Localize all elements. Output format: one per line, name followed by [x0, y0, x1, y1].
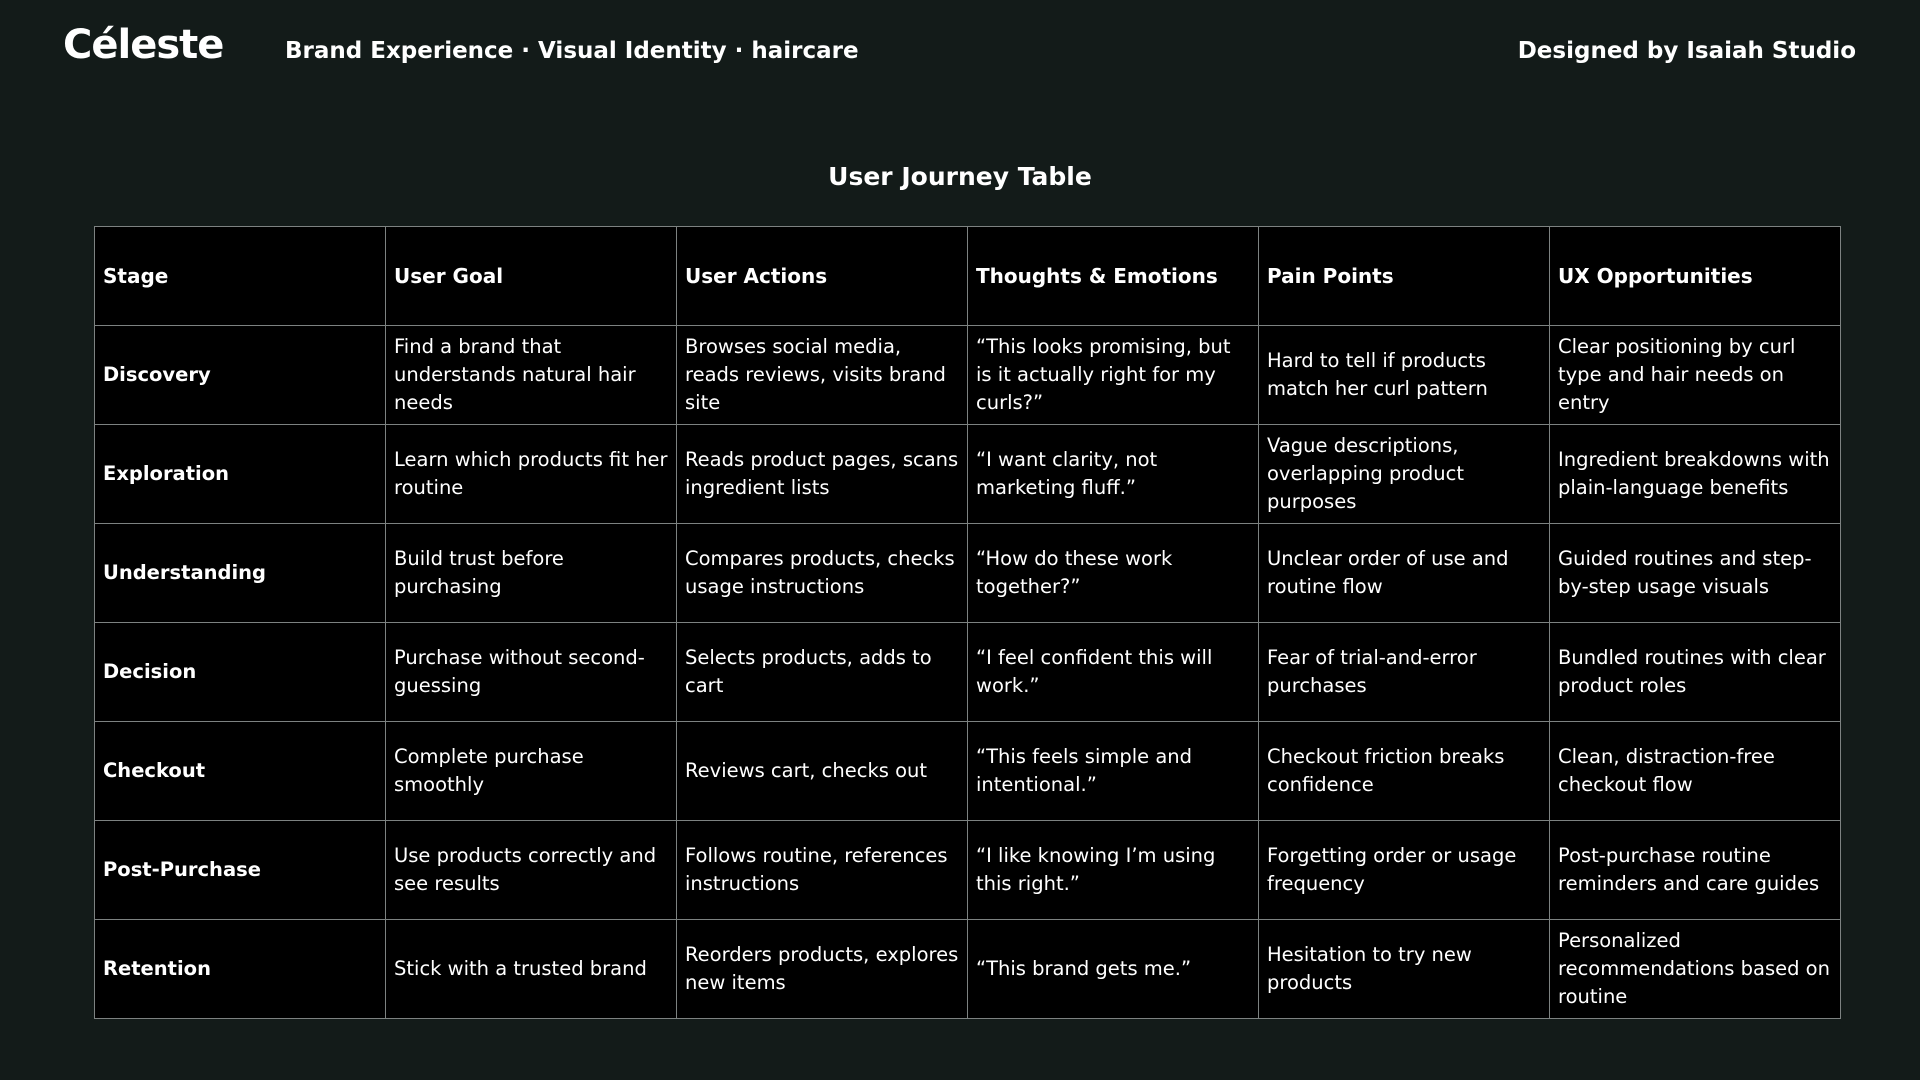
user-actions-cell: Selects products, adds to cart — [677, 623, 968, 722]
thoughts-cell: “I want clarity, not marketing fluff.” — [968, 425, 1259, 524]
thoughts-cell: “This feels simple and intentional.” — [968, 722, 1259, 821]
thoughts-cell: “This brand gets me.” — [968, 920, 1259, 1019]
pain-points-cell: Vague descriptions, overlapping product purposes — [1259, 425, 1550, 524]
table-row — [95, 920, 1841, 1019]
ux-opportunities-cell: Personalized recommendations based on routine — [1550, 920, 1841, 1019]
designer-credit: Designed by Isaiah Studio — [1517, 38, 1856, 64]
pain-points-cell: Unclear order of use and routine flow — [1259, 524, 1550, 623]
table-row — [95, 623, 1841, 722]
table-row — [95, 326, 1841, 425]
stage-cell: Decision — [95, 623, 386, 722]
thoughts-cell: “I like knowing I’m using this right.” — [968, 821, 1259, 920]
thoughts-cell: “How do these work together?” — [968, 524, 1259, 623]
column-header-pain-points: Pain Points — [1259, 227, 1550, 326]
user-actions-cell: Reviews cart, checks out — [677, 722, 968, 821]
header — [0, 0, 1920, 110]
stage-cell: Understanding — [95, 524, 386, 623]
user-goal-cell: Learn which products fit her routine — [386, 425, 677, 524]
user-goal-cell: Build trust before purchasing — [386, 524, 677, 623]
table-header-row — [95, 227, 1841, 326]
column-header-thoughts-emotions: Thoughts & Emotions — [968, 227, 1259, 326]
stage-cell: Post-Purchase — [95, 821, 386, 920]
pain-points-cell: Fear of trial-and-error purchases — [1259, 623, 1550, 722]
user-journey-table — [94, 226, 1841, 1019]
project-subtitle: Brand Experience · Visual Identity · haircare — [285, 38, 859, 64]
brand-logo: Céleste — [63, 22, 224, 68]
stage-cell: Checkout — [95, 722, 386, 821]
ux-opportunities-cell: Clean, distraction-free checkout flow — [1550, 722, 1841, 821]
column-header-stage: Stage — [95, 227, 386, 326]
column-header-user-actions: User Actions — [677, 227, 968, 326]
pain-points-cell: Forgetting order or usage frequency — [1259, 821, 1550, 920]
ux-opportunities-cell: Ingredient breakdowns with plain-language benefits — [1550, 425, 1841, 524]
stage-cell: Exploration — [95, 425, 386, 524]
stage-cell: Retention — [95, 920, 386, 1019]
user-actions-cell: Reads product pages, scans ingredient lists — [677, 425, 968, 524]
pain-points-cell: Hard to tell if products match her curl pattern — [1259, 326, 1550, 425]
table-row — [95, 821, 1841, 920]
ux-opportunities-cell: Post-purchase routine reminders and care guides — [1550, 821, 1841, 920]
column-header-user-goal: User Goal — [386, 227, 677, 326]
ux-opportunities-cell: Clear positioning by curl type and hair needs on entry — [1550, 326, 1841, 425]
ux-opportunities-cell: Bundled routines with clear product roles — [1550, 623, 1841, 722]
user-actions-cell: Browses social media, reads reviews, visits brand site — [677, 326, 968, 425]
stage-cell: Discovery — [95, 326, 386, 425]
table-row — [95, 425, 1841, 524]
user-goal-cell: Use products correctly and see results — [386, 821, 677, 920]
thoughts-cell: “I feel confident this will work.” — [968, 623, 1259, 722]
table-title: User Journey Table — [828, 162, 1092, 191]
user-actions-cell: Follows routine, references instructions — [677, 821, 968, 920]
user-goal-cell: Stick with a trusted brand — [386, 920, 677, 1019]
pain-points-cell: Checkout friction breaks confidence — [1259, 722, 1550, 821]
user-goal-cell: Find a brand that understands natural hair needs — [386, 326, 677, 425]
user-actions-cell: Reorders products, explores new items — [677, 920, 968, 1019]
table-row — [95, 722, 1841, 821]
user-goal-cell: Complete purchase smoothly — [386, 722, 677, 821]
table-row — [95, 524, 1841, 623]
thoughts-cell: “This looks promising, but is it actually right for my curls?” — [968, 326, 1259, 425]
pain-points-cell: Hesitation to try new products — [1259, 920, 1550, 1019]
ux-opportunities-cell: Guided routines and step-by-step usage visuals — [1550, 524, 1841, 623]
user-goal-cell: Purchase without second-guessing — [386, 623, 677, 722]
user-actions-cell: Compares products, checks usage instructions — [677, 524, 968, 623]
column-header-ux-opportunities: UX Opportunities — [1550, 227, 1841, 326]
